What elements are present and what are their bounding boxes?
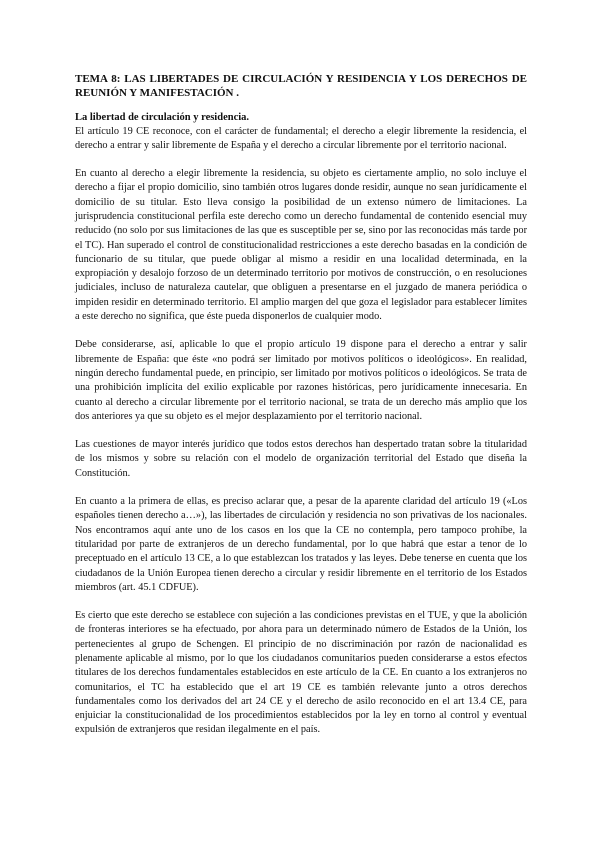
paragraph-4: Las cuestiones de mayor interés jurídico que todos estos derechos han despertado tratan sobre la titularidad de los mismos y sobre su relación con el modelo de organización territorial del Estado que diseña la Constitución. <box>75 439 527 479</box>
paragraph-1: El artículo 19 CE reconoce, con el carácter de fundamental; el derecho a elegir libremente la residencia, el derecho a entrar y salir libremente de España y el derecho a circular libremente por el territorio nacional. <box>75 125 527 151</box>
section-heading: La libertad de circulación y residencia. <box>75 112 250 123</box>
paragraph-5: En cuanto a la primera de ellas, es preciso aclarar que, a pesar de la aparente claridad del artículo 19 («Los españoles tienen derecho a…»), las libertades de circulación y residencia no son privativas de los nacionales. Nos encontramos aquí ante uno de los casos en los que la CE no contempla, pero tampoco prohíbe, la titularidad por parte de extranjeros de un derecho fundamental, por lo que habrá que estar a tenor de lo preceptuado en el artículo 13 CE, a lo que establezcan los tratados y las leyes. Debe tenerse en cuenta que los ciudadanos de la Unión Europea tienen derecho a circular y residir libremente en el territorio de los Estados miembros (art. 45.1 CDFUE). <box>75 496 527 593</box>
paragraph-3: Debe considerarse, así, aplicable lo que el propio artículo 19 dispone para el derecho a entrar y salir libremente de España: que éste «no podrá ser limitado por motivos políticos o ideológicos». En realidad, ningún derecho fundamental puede, en principio, ser limitado por motivos políticos o ideológicos. Se trata de una prohibición implícita del exilio explicable por razones históricas, pero jurídicamente innecesaria. En cuanto al derecho a circular libremente por el territorio nacional, se trata de un derecho más amplio que los dos anteriores ya que su objeto es el mejor desplazamiento por el territorio nacional. <box>75 339 527 422</box>
document-title: TEMA 8: LAS LIBERTADES DE CIRCULACIÓN Y RESIDENCIA Y LOS DERECHOS DE REUNIÓN Y MANIFESTACIÓN . <box>75 73 527 99</box>
document-body <box>75 72 527 752</box>
paragraph-2: En cuanto al derecho a elegir libremente la residencia, su objeto es ciertamente amplio, no solo incluye el derecho a fijar el propio domicilio, sino también otros lugares donde residir, aunque no sean jurídicamente el domicilio de su titular. Esto lleva consigo la posibilidad de un extenso número de limitaciones. La jurisprudencia constitucional perfila este derecho como un derecho fundamental de contenido esencial muy reducido (no solo por sus limitaciones de las que es susceptible per se, sino por las reconocidas más tarde por el TC). Han superado el control de constitucionalidad restricciones a este derecho basadas en la condición de funcionario de su titular, que puede obligar al mismo a residir en una localidad determinada, en la expropiación y desalojo forzoso de un determinado territorio por motivos de construcción, o en resoluciones judiciales, incluso de naturaleza cautelar, que obliguen a presentarse en el juzgado de manera periódica o impiden residir en determinado territorio. El amplio margen del que goza el legislador para establecer límites a este derecho no significa, que éste pueda disponerlos de cualquier modo. <box>75 168 527 323</box>
paragraph-6: Es cierto que este derecho se establece con sujeción a las condiciones previstas en el TUE, y que la abolición de fronteras interiores se ha efectuado, por ahora para un determinado número de Estados de la Unión, los pertenecientes al grupo de Schengen. El principio de no discriminación por razón de nacionalidad es plenamente aplicable al mismo, por lo que los ciudadanos comunitarios pueden considerarse a estos efectos titulares de los derechos fundamentales establecidos en este artículo de la CE. En cuanto a los extranjeros no comunitarios, el TC ha establecido que el art 19 CE es también relevante junto a otros derechos fundamentales como los derivados del art 24 CE y el derecho de asilo reconocido en el art 13.4 CE, para enjuiciar la constitucionalidad de los procedimientos establecidos por la ley en torno al control y eventual expulsión de extranjeros que residan ilegalmente en el país. <box>75 610 527 736</box>
